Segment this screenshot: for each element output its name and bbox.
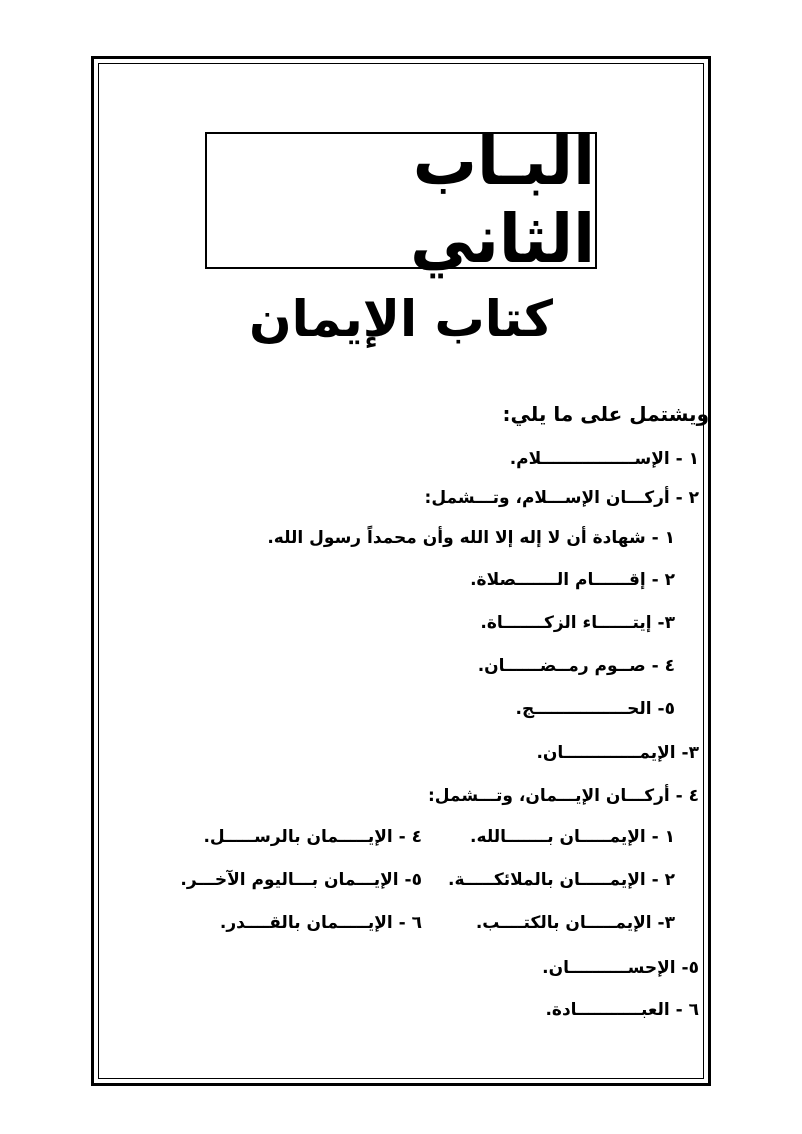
list-item-iman-allah: ١ - الإيمـــــان بـــــــالله.: [470, 827, 675, 847]
chapter-title: البـاب الثاني: [410, 122, 595, 279]
list-item-iman-messengers: ٤ - الإيـــــمان بالرســـــل.: [203, 827, 422, 847]
list-item-iman-decree: ٦ - الإيـــــمان بالقــــدر.: [219, 913, 422, 933]
list-item-hajj: ٥- الحــــــــــــــــج.: [515, 699, 675, 719]
list-item-ihsan: ٥- الإحســــــــــان.: [542, 958, 699, 978]
chapter-title-box: [205, 122, 597, 279]
list-item-sawm: ٤ - صــوم رمــضــــــان.: [477, 656, 675, 676]
list-item-salah: ٢ - إقــــــام الـــــــصلاة.: [470, 570, 675, 590]
list-item-pillars-islam: ٢ - أركـــان الإســـلام، وتـــشمل:: [424, 488, 699, 508]
list-item-iman-angels: ٢ - الإيمـــــان بالملائكـــــة.: [448, 870, 675, 890]
list-item-iman-last-day: ٥- الإيـــمان بـــاليوم الآخـــر.: [180, 870, 422, 890]
intro-text: ويشتمل على ما يلي:: [502, 402, 709, 426]
list-item-iman-books: ٣- الإيمـــــان بالكتــــب.: [475, 913, 675, 933]
list-item-iman: ٣- الإيمـــــــــــــان.: [536, 743, 699, 763]
book-title: كتاب الإيمان: [248, 290, 554, 348]
list-item-pillars-iman: ٤ - أركـــان الإيـــمان، وتـــشمل:: [427, 786, 699, 806]
list-item-islam: ١ - الإســــــــــــــــلام.: [509, 449, 699, 469]
list-item-ibadah: ٦ - العبـــــــــــادة.: [545, 1000, 699, 1020]
list-item-shahada: ١ - شهادة أن لا إله إلا الله وأن محمداً رسول الله.: [267, 528, 675, 548]
list-item-zakah: ٣- إيتــــــاء الزكـــــــاة.: [480, 613, 675, 633]
